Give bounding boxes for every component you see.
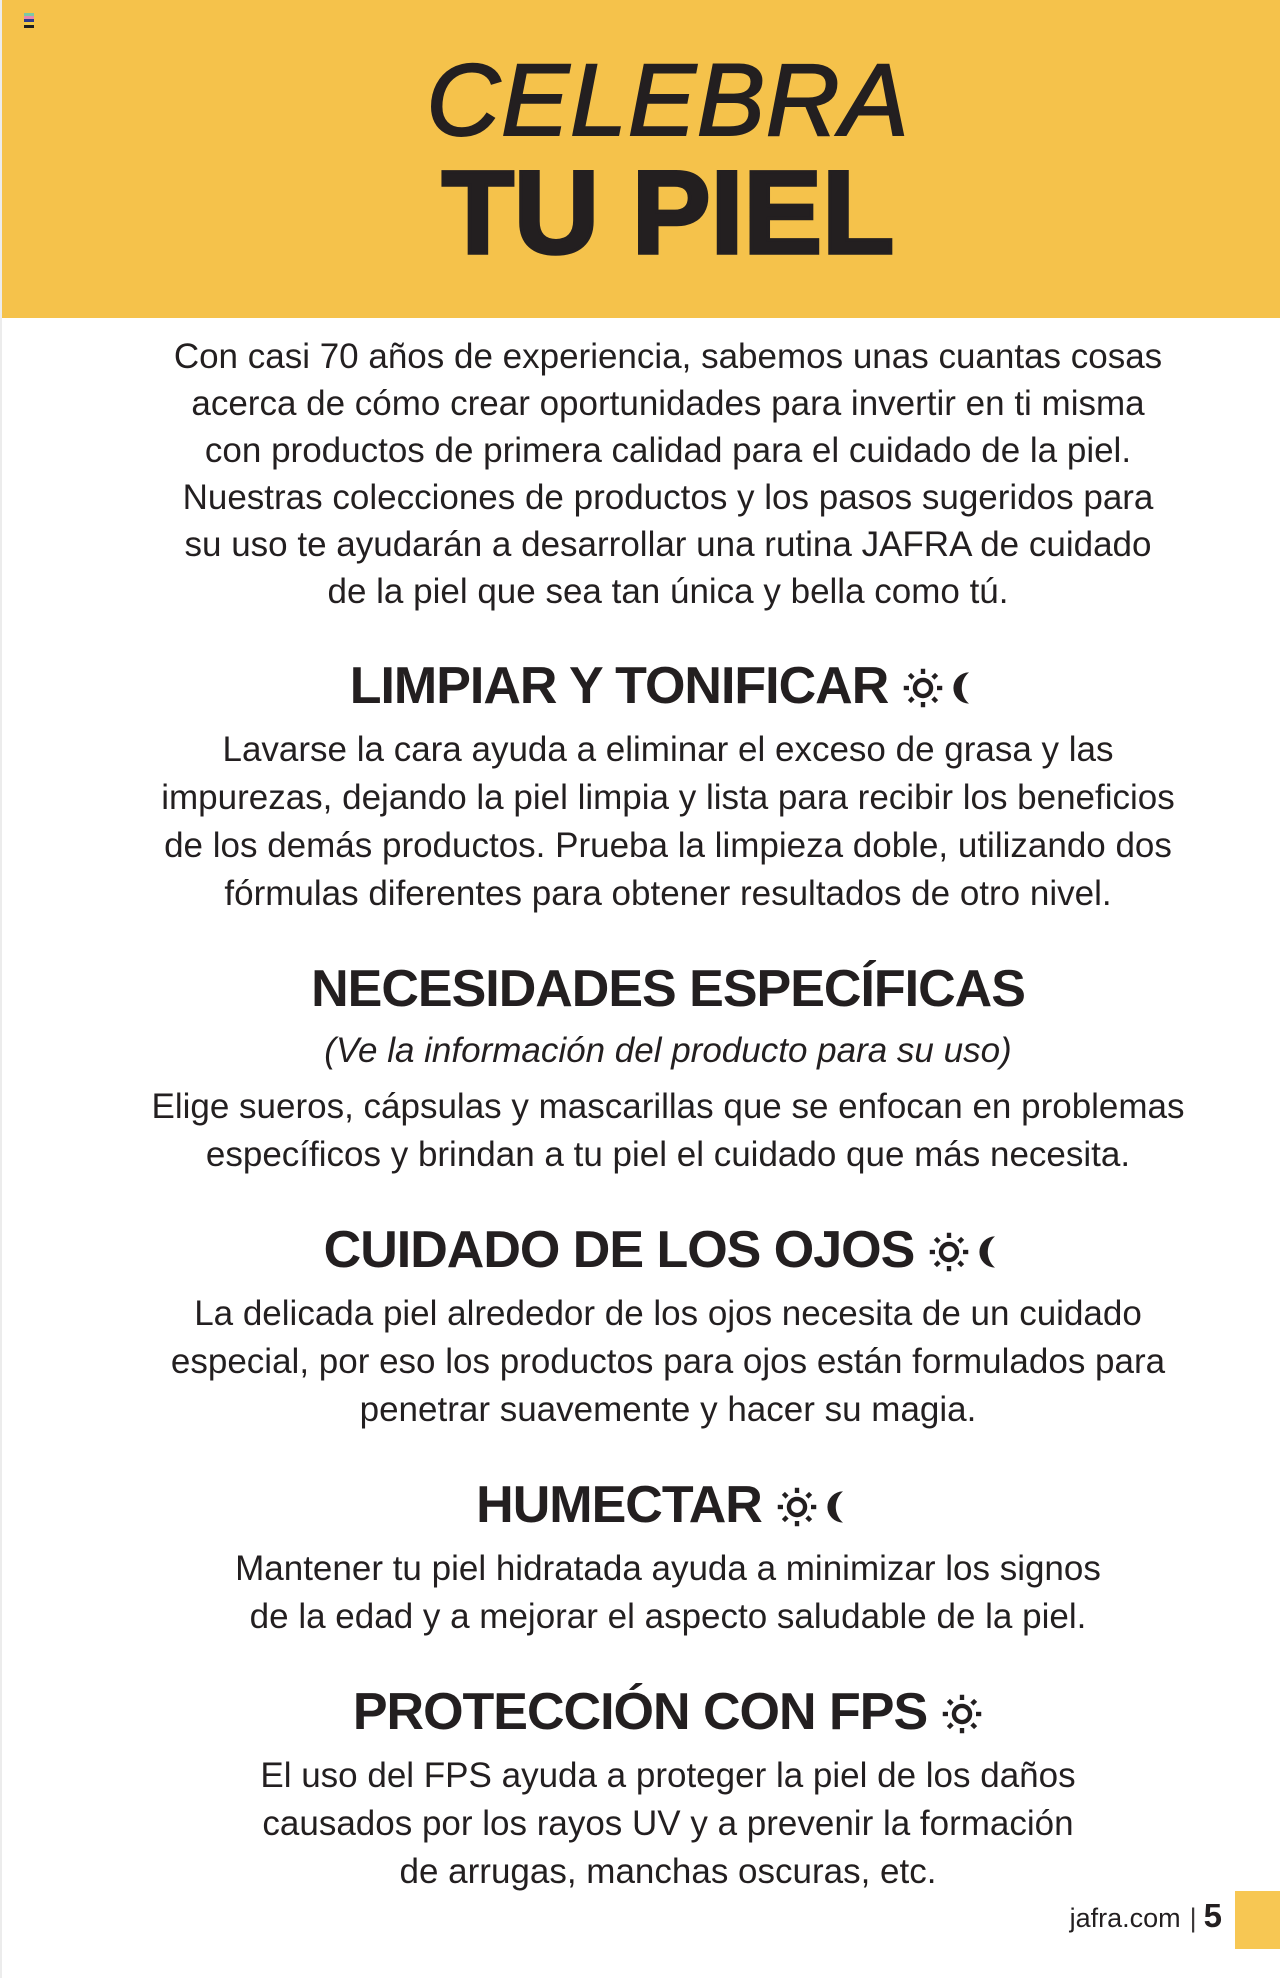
section-heading <box>82 961 1254 1017</box>
info-section <box>82 1684 1254 1896</box>
footer <box>1070 1899 1222 1935</box>
section-body: Mantener tu piel hidratada ayuda a minimizar los signos de la edad y a mejorar el aspecto saludable de la piel. <box>235 1549 1101 1636</box>
info-section <box>82 961 1254 1179</box>
page-title <box>29 43 1280 279</box>
sun-icon <box>941 1693 983 1735</box>
sun-icon <box>928 1231 970 1273</box>
info-section <box>82 658 1254 918</box>
title-line-celebra: CELEBRA <box>426 43 910 157</box>
moon-icon <box>978 1235 1012 1269</box>
section-heading <box>82 1684 1254 1740</box>
section-body: La delicada piel alrededor de los ojos necesita de un cuidado especial, por eso los productos para ojos están formulados para penetrar suavemente y hacer su magia. <box>170 1294 1166 1429</box>
sun-icon <box>902 667 944 709</box>
section-heading <box>82 1477 1254 1533</box>
title-line-tu-piel: TU PIEL <box>441 147 895 279</box>
header-banner <box>2 0 1280 318</box>
intro-paragraph: Con casi 70 años de experiencia, sabemos unas cuantas cosas acerca de cómo crear oportunidades para invertir en ti misma con productos de primera calidad para el cuidado de la piel. Nuestras colecciones de productos y los pasos sugeridos para su uso te ayudarán a desarrollar una rutina JAFRA de cuidado de la piel que sea tan única y bella como tú. <box>173 337 1163 611</box>
print-color-bar-icon <box>24 13 34 28</box>
section-heading-text: HUMECTAR <box>476 1476 762 1534</box>
section-body: El uso del FPS ayuda a proteger la piel de los daños causados por los rayos UV y a prevenir la formación de arrugas, manchas oscuras, etc. <box>260 1756 1076 1891</box>
section-body: Elige sueros, cápsulas y mascarillas que se enfocan en problemas específicos y brindan a tu piel el cuidado que más necesita. <box>151 1087 1185 1174</box>
sun-icon <box>776 1486 818 1528</box>
section-subtitle: (Ve la información del producto para su uso) <box>324 1031 1012 1070</box>
section-body: Lavarse la cara ayuda a eliminar el exceso de grasa y las impurezas, dejando la piel limpia y lista para recibir los beneficios de los demás productos. Prueba la limpieza doble, utilizando dos fórmulas diferentes para obtener resultados de otro nivel. <box>161 730 1175 913</box>
footer-separator: | <box>1189 1903 1197 1933</box>
moon-icon <box>952 671 986 705</box>
moon-icon <box>826 1490 860 1524</box>
footer-page-number: 5 <box>1203 1897 1222 1934</box>
footer-site-url: jafra.com <box>1069 1903 1181 1933</box>
section-heading-text: NECESIDADES ESPECÍFICAS <box>311 960 1025 1018</box>
section-heading-text: LIMPIAR Y TONIFICAR <box>349 657 889 715</box>
section-heading <box>82 658 1254 714</box>
section-heading-text: CUIDADO DE LOS OJOS <box>323 1221 915 1279</box>
info-section <box>82 1477 1254 1641</box>
footer-accent-square <box>1235 1891 1280 1949</box>
section-heading-text: PROTECCIÓN CON FPS <box>352 1683 928 1741</box>
section-heading <box>82 1222 1254 1278</box>
info-section <box>82 1222 1254 1434</box>
main-content <box>82 333 1254 1896</box>
sections-container <box>82 658 1254 1896</box>
